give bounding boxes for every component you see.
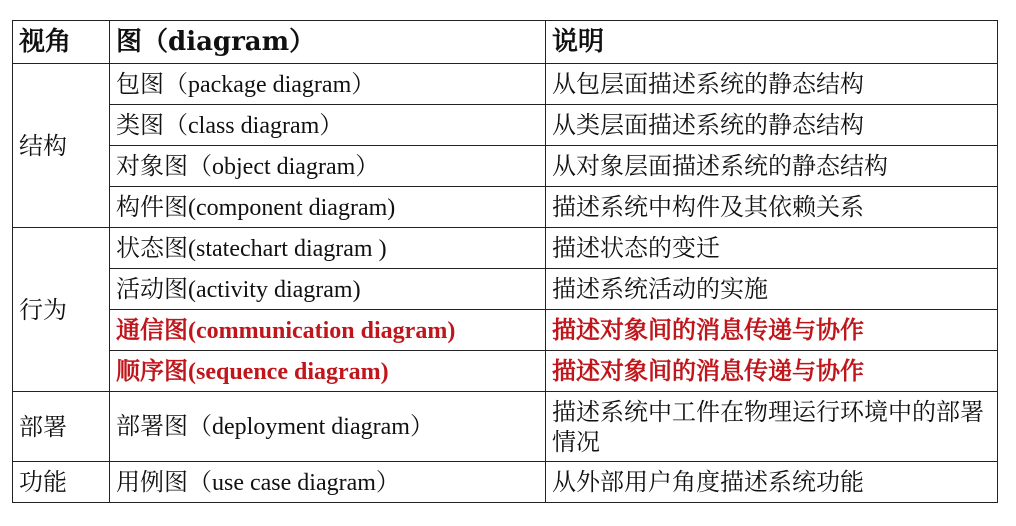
- diagram-name-en: （class diagram）: [164, 112, 344, 139]
- table-row: [13, 187, 998, 228]
- diagram-name-cn: 用例图: [116, 467, 188, 496]
- diagram-name-cn: 顺序图: [116, 356, 188, 385]
- table-row: [13, 462, 998, 503]
- diagram-name-cell: [110, 462, 546, 503]
- view-cell-behavior: 行为: [13, 228, 110, 392]
- description-cell: 描述系统中构件及其依赖关系: [546, 187, 998, 228]
- table-row-highlighted: [13, 351, 998, 392]
- diagram-name-cn: 包图: [116, 69, 164, 98]
- diagram-name-en: (activity diagram): [188, 276, 361, 303]
- diagram-name-en: (statechart diagram ): [188, 235, 387, 262]
- diagram-name-en: (sequence diagram): [188, 358, 389, 385]
- diagram-name-cell: [110, 146, 546, 187]
- description-cell: 从包层面描述系统的静态结构: [546, 64, 998, 105]
- table-row-highlighted: [13, 310, 998, 351]
- table-row: [13, 392, 998, 462]
- description-cell: 描述状态的变迁: [546, 228, 998, 269]
- description-cell: 描述对象间的消息传递与协作: [546, 351, 998, 392]
- diagram-name-en: (communication diagram): [188, 317, 456, 344]
- table-row: [13, 146, 998, 187]
- diagram-name-cell: [110, 351, 546, 392]
- header-description: 说明: [546, 21, 998, 64]
- view-cell-structure: 结构: [13, 64, 110, 228]
- diagram-name-cn: 状态图: [116, 233, 188, 262]
- header-diagram: [110, 21, 546, 64]
- diagram-name-en: (component diagram): [188, 194, 396, 221]
- diagram-name-cell: [110, 64, 546, 105]
- diagram-name-en: （deployment diagram）: [188, 414, 434, 440]
- diagram-name-en: （use case diagram）: [188, 469, 400, 496]
- diagram-name-cell: [110, 269, 546, 310]
- diagram-name-cell: [110, 105, 546, 146]
- diagram-name-cell: [110, 392, 546, 462]
- header-diagram-en: （diagram）: [142, 27, 316, 57]
- description-cell: 从外部用户角度描述系统功能: [546, 462, 998, 503]
- description-cell: 从类层面描述系统的静态结构: [546, 105, 998, 146]
- diagram-name-cell: [110, 187, 546, 228]
- uml-diagram-table: [12, 20, 998, 503]
- description-cell: 描述系统活动的实施: [546, 269, 998, 310]
- diagram-name-cell: [110, 228, 546, 269]
- diagram-name-en: （object diagram）: [188, 153, 380, 180]
- header-row: [13, 21, 998, 64]
- view-cell-function: 功能: [13, 462, 110, 503]
- diagram-name-cn: 构件图: [116, 192, 188, 221]
- description-cell: 从对象层面描述系统的静态结构: [546, 146, 998, 187]
- table-row: [13, 228, 998, 269]
- table-row: [13, 105, 998, 146]
- header-view: 视角: [13, 21, 110, 64]
- description-cell: 描述系统中工件在物理运行环境中的部署情况: [546, 392, 998, 462]
- table-row: [13, 269, 998, 310]
- diagram-name-cn: 部署图: [116, 412, 188, 440]
- table-row: [13, 64, 998, 105]
- diagram-name-cn: 对象图: [116, 151, 188, 180]
- diagram-name-cn: 类图: [116, 110, 164, 139]
- diagram-name-cn: 活动图: [116, 274, 188, 303]
- diagram-name-cn: 通信图: [116, 315, 188, 344]
- view-cell-deployment: 部署: [13, 392, 110, 462]
- diagram-name-en: （package diagram）: [164, 71, 376, 98]
- header-diagram-cn: 图: [116, 27, 143, 57]
- diagram-name-cell: [110, 310, 546, 351]
- description-cell: 描述对象间的消息传递与协作: [546, 310, 998, 351]
